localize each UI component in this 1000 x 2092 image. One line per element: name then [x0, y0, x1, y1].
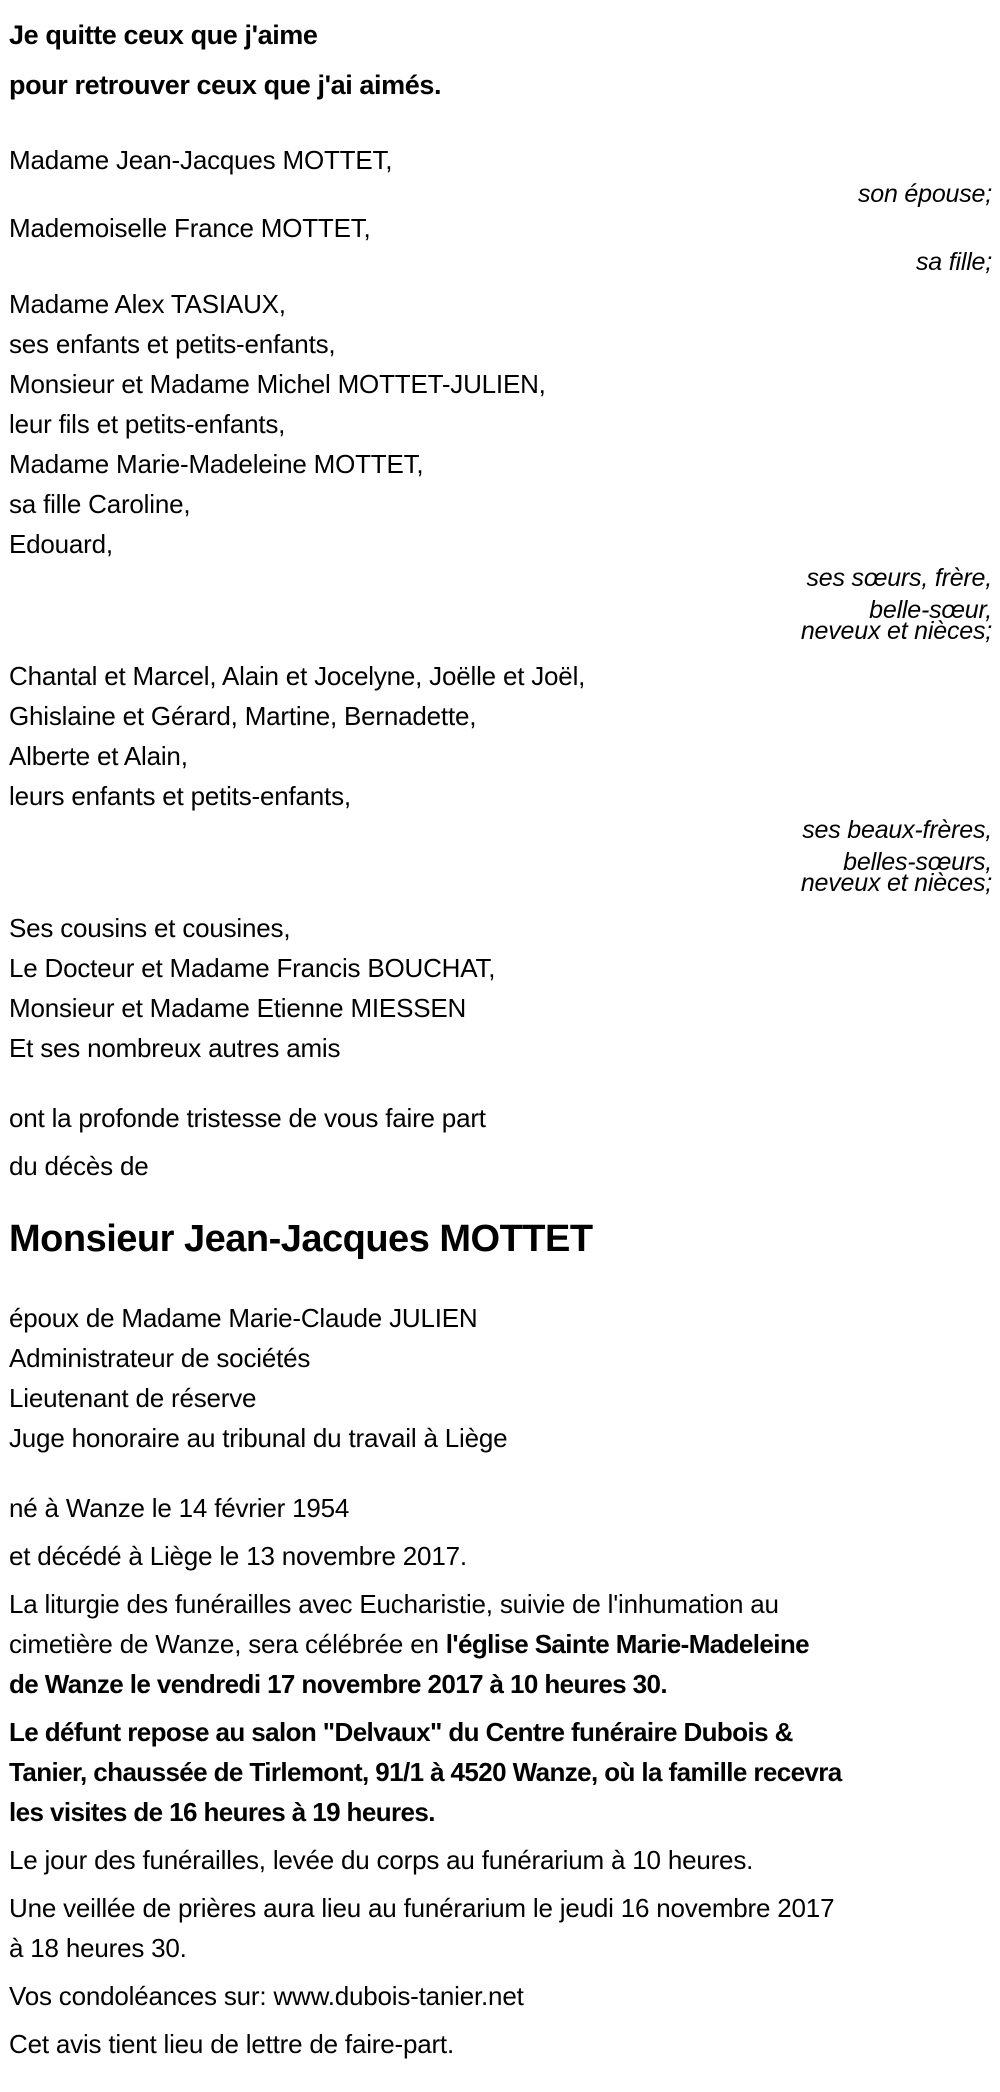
deceased-detail-line: époux de Madame Marie-Claude JULIEN: [9, 1303, 478, 1333]
epigraph-line: pour retrouver ceux que j'ai aimés.: [9, 70, 442, 100]
deceased-detail-line: Administrateur de sociétés: [9, 1343, 311, 1373]
mourner-line: Alberte et Alain,: [9, 741, 188, 771]
mourner-line: Chantal et Marcel, Alain et Jocelyne, Joëlle et Joël,: [9, 661, 586, 691]
repose-line: Le défunt repose au salon "Delvaux" du Centre funéraire Dubois &: [9, 1717, 793, 1747]
announcement-line: ont la profonde tristesse de vous faire part: [9, 1103, 486, 1133]
death-line: et décédé à Liège le 13 novembre 2017.: [9, 1541, 467, 1571]
relation-label: ses sœurs, frère,: [806, 564, 992, 592]
relation-label: ses beaux-frères,: [802, 816, 992, 844]
mourner-line: Le Docteur et Madame Francis BOUCHAT,: [9, 953, 496, 983]
repose-line: Tanier, chaussée de Tirlemont, 91/1 à 4520 Wanze, où la famille recevra: [9, 1757, 842, 1787]
epigraph-line: Je quitte ceux que j'aime: [9, 20, 318, 50]
vigil-line: Une veillée de prières aura lieu au funérarium le jeudi 16 novembre 2017: [9, 1893, 835, 1923]
mourner-line: leur fils et petits-enfants,: [9, 409, 286, 439]
relation-label: belle-sœur,: [869, 596, 992, 624]
notice-body: [9, 10, 992, 2064]
relation-label: sa fille;: [915, 248, 992, 276]
relation-label: son épouse;: [857, 180, 992, 208]
mourner-line: Monsieur et Madame Michel MOTTET-JULIEN,: [9, 369, 546, 399]
closing-line: Cet avis tient lieu de lettre de faire-part.: [9, 2029, 454, 2059]
mourner-line: Monsieur et Madame Etienne MIESSEN: [9, 993, 467, 1023]
mourner-line: Edouard,: [9, 529, 113, 559]
repose-line: les visites de 16 heures à 19 heures.: [9, 1797, 435, 1827]
relation-label: belles-sœurs,: [843, 848, 992, 876]
mourner-line: Madame Marie-Madeleine MOTTET,: [9, 449, 424, 479]
mourner-line: Mademoiselle France MOTTET,: [9, 213, 371, 243]
relation-label: neveux et nièces;: [800, 617, 992, 645]
text-segment: Vos condoléances sur:: [9, 1981, 274, 2011]
ceremony-line: de Wanze le vendredi 17 novembre 2017 à 10 heures 30.: [9, 1669, 668, 1699]
text-segment: l'église Sainte Marie-Madeleine: [445, 1629, 810, 1659]
ceremony-line: [9, 1624, 992, 1664]
deceased-name-title: Monsieur Jean-Jacques MOTTET: [9, 1218, 593, 1260]
birth-line: né à Wanze le 14 février 1954: [9, 1493, 350, 1523]
mourner-line: ses enfants et petits-enfants,: [9, 329, 336, 359]
text-segment: cimetière de Wanze, sera célébrée en: [9, 1629, 446, 1659]
mourner-line: Madame Alex TASIAUX,: [9, 289, 286, 319]
deceased-detail-line: Lieutenant de réserve: [9, 1383, 257, 1413]
procession-line: Le jour des funérailles, levée du corps au funérarium à 10 heures.: [9, 1845, 754, 1875]
vigil-line: à 18 heures 30.: [9, 1933, 187, 1963]
condolences-url[interactable]: www.dubois-tanier.net: [273, 1981, 524, 2011]
mourner-line: Ghislaine et Gérard, Martine, Bernadette,: [9, 701, 477, 731]
mourner-line: Et ses nombreux autres amis: [9, 1033, 341, 1063]
deceased-detail-line: Juge honoraire au tribunal du travail à Liège: [9, 1423, 508, 1453]
mourner-line: sa fille Caroline,: [9, 489, 191, 519]
ceremony-line: La liturgie des funérailles avec Eucharistie, suivie de l'inhumation au: [9, 1589, 779, 1619]
relation-label: neveux et nièces;: [800, 869, 992, 897]
mourner-line: Ses cousins et cousines,: [9, 913, 291, 943]
mourner-line: Madame Jean-Jacques MOTTET,: [9, 145, 393, 175]
announcement-line: du décès de: [9, 1151, 149, 1181]
condolences-line: [9, 1976, 992, 2016]
mourner-line: leurs enfants et petits-enfants,: [9, 781, 351, 811]
